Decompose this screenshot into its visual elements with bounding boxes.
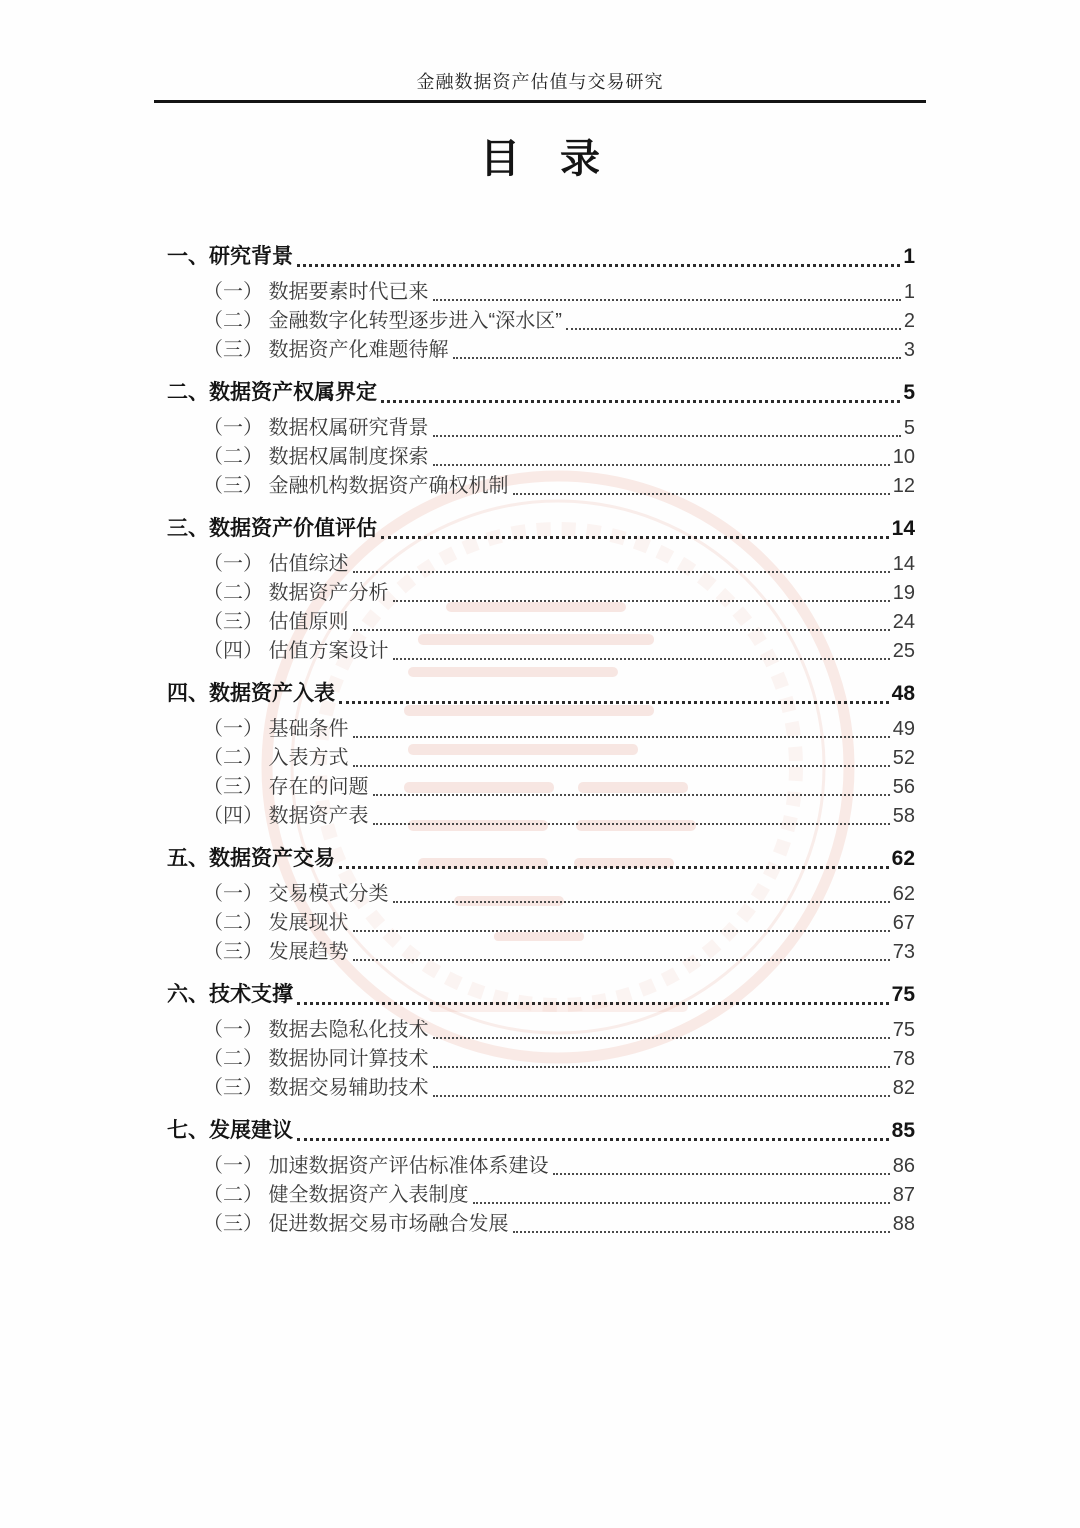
dotted-leader xyxy=(297,1138,889,1141)
toc-item-page-number: 86 xyxy=(892,1155,915,1177)
dotted-leader xyxy=(513,1231,890,1233)
toc-item xyxy=(167,909,915,938)
toc-items xyxy=(167,1016,915,1103)
toc-item-page-number: 24 xyxy=(892,611,915,633)
toc-item xyxy=(167,773,915,802)
toc-item xyxy=(167,938,915,967)
toc-section-heading xyxy=(167,979,915,1011)
toc-item-label: （二） 入表方式 xyxy=(203,747,349,769)
toc-section xyxy=(167,241,915,365)
toc-section-label: 一、研究背景 xyxy=(167,245,293,268)
toc-section-label: 四、数据资产入表 xyxy=(167,682,335,705)
dotted-leader xyxy=(353,629,890,631)
dotted-leader xyxy=(381,536,889,539)
toc-item-page-number: 10 xyxy=(892,446,915,468)
dotted-leader xyxy=(339,701,889,704)
toc-item xyxy=(167,1210,915,1239)
toc-item-page-number: 87 xyxy=(892,1184,915,1206)
toc-section-heading xyxy=(167,678,915,710)
toc-section xyxy=(167,513,915,666)
toc-item-label: （二） 数据权属制度探索 xyxy=(203,446,429,468)
toc-item-label: （四） 估值方案设计 xyxy=(203,640,389,662)
toc-section xyxy=(167,1115,915,1239)
dotted-leader xyxy=(381,400,900,403)
toc-section-heading xyxy=(167,377,915,409)
toc-item-page-number: 49 xyxy=(892,718,915,740)
toc-item xyxy=(167,637,915,666)
dotted-leader xyxy=(433,1095,890,1097)
toc-item-label: （二） 数据资产分析 xyxy=(203,582,389,604)
toc-item-label: （一） 基础条件 xyxy=(203,718,349,740)
dotted-leader xyxy=(353,736,890,738)
toc-item xyxy=(167,336,915,365)
toc-item-page-number: 78 xyxy=(892,1048,915,1070)
toc-section xyxy=(167,979,915,1103)
toc-item-page-number: 3 xyxy=(903,339,915,361)
toc-item xyxy=(167,550,915,579)
toc-item-page-number: 14 xyxy=(892,553,915,575)
dotted-leader xyxy=(566,328,901,330)
toc-section-page-number: 48 xyxy=(891,682,915,705)
toc-item-label: （三） 发展趋势 xyxy=(203,941,349,963)
header-divider xyxy=(154,100,926,103)
dotted-leader xyxy=(473,1202,890,1204)
toc-section-label: 七、发展建议 xyxy=(167,1119,293,1142)
dotted-leader xyxy=(393,658,890,660)
toc-item-label: （一） 数据去隐私化技术 xyxy=(203,1019,429,1041)
toc-item-page-number: 58 xyxy=(892,805,915,827)
toc-section xyxy=(167,678,915,831)
toc-section-page-number: 75 xyxy=(891,983,915,1006)
toc-item-label: （二） 金融数字化转型逐步进入“深水区” xyxy=(203,310,562,332)
running-header: 金融数据资产估值与交易研究 xyxy=(416,72,664,92)
toc-item xyxy=(167,1045,915,1074)
toc-items xyxy=(167,550,915,666)
toc-item-page-number: 19 xyxy=(892,582,915,604)
toc-item-label: （三） 存在的问题 xyxy=(203,776,369,798)
toc-item-page-number: 12 xyxy=(892,475,915,497)
toc-items xyxy=(167,1152,915,1239)
toc-item-page-number: 88 xyxy=(892,1213,915,1235)
toc-section-label: 五、数据资产交易 xyxy=(167,847,335,870)
toc-item xyxy=(167,414,915,443)
toc-item xyxy=(167,307,915,336)
toc-item xyxy=(167,443,915,472)
toc-section-label: 三、数据资产价值评估 xyxy=(167,517,377,540)
toc-section xyxy=(167,843,915,967)
toc-items xyxy=(167,880,915,967)
toc-section-page-number: 5 xyxy=(903,381,915,404)
toc-section-page-number: 14 xyxy=(891,517,915,540)
toc-section-page-number: 1 xyxy=(903,245,915,268)
toc-item xyxy=(167,278,915,307)
dotted-leader xyxy=(353,571,890,573)
toc-item-label: （三） 促进数据交易市场融合发展 xyxy=(203,1213,509,1235)
toc-item-label: （一） 数据权属研究背景 xyxy=(203,417,429,439)
toc-items xyxy=(167,414,915,501)
toc-section-heading xyxy=(167,1115,915,1147)
dotted-leader xyxy=(433,299,901,301)
dotted-leader xyxy=(353,930,890,932)
toc-section-page-number: 85 xyxy=(891,1119,915,1142)
toc-item-page-number: 5 xyxy=(903,417,915,439)
dotted-leader xyxy=(373,794,890,796)
dotted-leader xyxy=(553,1173,890,1175)
toc-item-label: （三） 估值原则 xyxy=(203,611,349,633)
dotted-leader xyxy=(353,765,890,767)
toc-item-page-number: 56 xyxy=(892,776,915,798)
toc-item-label: （三） 数据交易辅助技术 xyxy=(203,1077,429,1099)
toc-item-label: （一） 数据要素时代已来 xyxy=(203,281,429,303)
dotted-leader xyxy=(513,493,890,495)
dotted-leader xyxy=(297,1002,889,1005)
dotted-leader xyxy=(433,464,890,466)
toc-items xyxy=(167,278,915,365)
dotted-leader xyxy=(297,264,900,267)
toc-item-page-number: 62 xyxy=(892,883,915,905)
toc-item-page-number: 73 xyxy=(892,941,915,963)
toc-item-label: （三） 金融机构数据资产确权机制 xyxy=(203,475,509,497)
dotted-leader xyxy=(433,1037,890,1039)
toc-item-label: （二） 发展现状 xyxy=(203,912,349,934)
toc-item-label: （四） 数据资产表 xyxy=(203,805,369,827)
toc-page-title: 目 录 xyxy=(480,137,600,181)
toc-item-label: （二） 数据协同计算技术 xyxy=(203,1048,429,1070)
toc-item-label: （一） 交易模式分类 xyxy=(203,883,389,905)
toc-item xyxy=(167,1074,915,1103)
toc-item-page-number: 1 xyxy=(903,281,915,303)
dotted-leader xyxy=(393,901,890,903)
toc-item-label: （一） 加速数据资产评估标准体系建设 xyxy=(203,1155,549,1177)
toc-item xyxy=(167,715,915,744)
dotted-leader xyxy=(353,959,890,961)
dotted-leader xyxy=(373,823,890,825)
toc-section-heading xyxy=(167,513,915,545)
toc-item xyxy=(167,880,915,909)
toc-item-page-number: 52 xyxy=(892,747,915,769)
toc-item xyxy=(167,1016,915,1045)
toc-item xyxy=(167,802,915,831)
toc-item-page-number: 25 xyxy=(892,640,915,662)
toc-section xyxy=(167,377,915,501)
toc-item-page-number: 82 xyxy=(892,1077,915,1099)
toc-item xyxy=(167,608,915,637)
toc-section-label: 二、数据资产权属界定 xyxy=(167,381,377,404)
dotted-leader xyxy=(339,866,889,869)
toc-item-page-number: 2 xyxy=(903,310,915,332)
toc-section-label: 六、技术支撑 xyxy=(167,983,293,1006)
toc-section-page-number: 62 xyxy=(891,847,915,870)
toc-item-page-number: 75 xyxy=(892,1019,915,1041)
toc-section-heading xyxy=(167,843,915,875)
toc-item xyxy=(167,579,915,608)
toc-item xyxy=(167,744,915,773)
toc-item-label: （二） 健全数据资产入表制度 xyxy=(203,1184,469,1206)
table-of-contents xyxy=(167,241,915,1239)
toc-item-page-number: 67 xyxy=(892,912,915,934)
toc-item xyxy=(167,1152,915,1181)
toc-item-label: （三） 数据资产化难题待解 xyxy=(203,339,449,361)
toc-items xyxy=(167,715,915,831)
toc-item xyxy=(167,1181,915,1210)
toc-item-label: （一） 估值综述 xyxy=(203,553,349,575)
dotted-leader xyxy=(453,357,901,359)
toc-item xyxy=(167,472,915,501)
dotted-leader xyxy=(433,1066,890,1068)
dotted-leader xyxy=(393,600,890,602)
dotted-leader xyxy=(433,435,901,437)
toc-section-heading xyxy=(167,241,915,273)
